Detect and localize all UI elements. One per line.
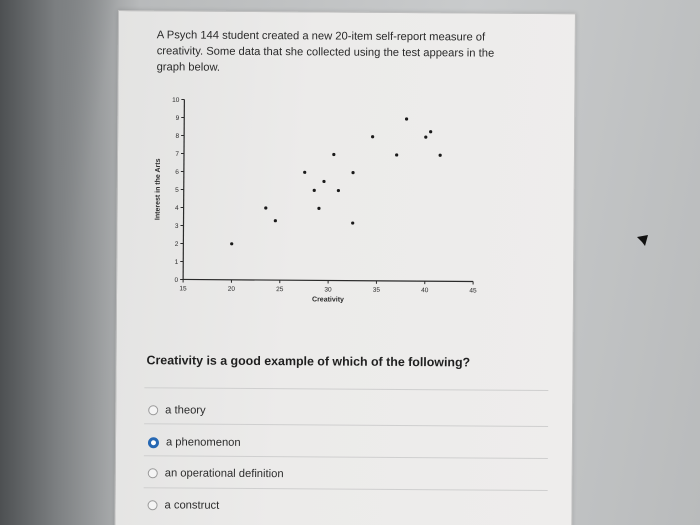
- y-tick-label: 6: [175, 168, 179, 176]
- data-point: [317, 207, 320, 210]
- x-tick-label: 20: [227, 285, 236, 293]
- data-point: [351, 221, 354, 224]
- data-point: [303, 171, 306, 174]
- data-point: [424, 136, 427, 139]
- radio-button[interactable]: [148, 405, 158, 415]
- data-point: [322, 180, 325, 183]
- radio-button-selected[interactable]: [148, 437, 159, 448]
- y-tick-label: 4: [174, 204, 179, 212]
- x-tick-label: 35: [372, 286, 381, 294]
- prompt-line-2: creativity. Some data that she collected using the test appears in the: [156, 45, 495, 60]
- y-tick-label: 7: [175, 150, 180, 158]
- y-tick-label: 10: [172, 96, 180, 104]
- data-point: [395, 153, 398, 156]
- data-point: [230, 242, 233, 245]
- divider: [144, 455, 548, 459]
- x-axis-label: Creativity: [312, 296, 344, 304]
- data-point: [332, 153, 335, 156]
- x-tick-label: 15: [179, 285, 187, 293]
- data-point: [274, 219, 277, 222]
- option-a-theory[interactable]: [148, 402, 206, 418]
- data-point: [351, 171, 354, 174]
- y-tick-label: 2: [174, 240, 179, 248]
- data-point: [313, 189, 316, 192]
- y-tick-label: 5: [175, 186, 179, 194]
- option-label: a phenomenon: [165, 436, 241, 449]
- x-tick-label: 25: [276, 286, 284, 294]
- x-tick-label: 30: [324, 286, 332, 294]
- data-point: [371, 135, 374, 138]
- radio-button[interactable]: [148, 500, 158, 510]
- option-an-operational-definition[interactable]: [148, 465, 284, 482]
- divider: [144, 423, 548, 427]
- prompt-line-3: graph below.: [156, 61, 221, 74]
- y-axis-label: Interest in the Arts: [154, 158, 162, 221]
- x-tick-label: 45: [469, 287, 477, 295]
- option-a-phenomenon[interactable]: [148, 434, 241, 451]
- scatter-chart: [143, 87, 485, 319]
- data-point: [429, 130, 432, 133]
- data-point: [264, 206, 267, 209]
- mouse-cursor-icon: [636, 234, 650, 248]
- question-text: Creativity is a good example of which of the following?: [146, 353, 471, 370]
- option-label: a construct: [164, 499, 220, 512]
- question-card: [114, 10, 576, 525]
- option-label: an operational definition: [164, 467, 284, 481]
- question-prompt: [157, 27, 537, 78]
- y-tick-label: 9: [175, 114, 180, 122]
- divider: [144, 487, 548, 491]
- option-label: a theory: [165, 404, 206, 417]
- data-point: [405, 117, 408, 120]
- option-a-construct[interactable]: [147, 497, 219, 514]
- data-point: [337, 189, 340, 192]
- y-tick-label: 8: [175, 132, 180, 140]
- point-group: [230, 116, 442, 247]
- divider: [144, 387, 548, 391]
- prompt-line-1: A Psych 144 student created a new 20-item self-report measure of: [156, 29, 486, 44]
- radio-button[interactable]: [148, 468, 158, 478]
- y-tick-group: [171, 97, 185, 284]
- y-tick-label: 1: [174, 258, 179, 266]
- y-tick-label: 3: [174, 222, 179, 230]
- data-point: [439, 154, 442, 157]
- y-tick-label: 0: [174, 276, 179, 284]
- x-tick-label: 40: [421, 287, 429, 295]
